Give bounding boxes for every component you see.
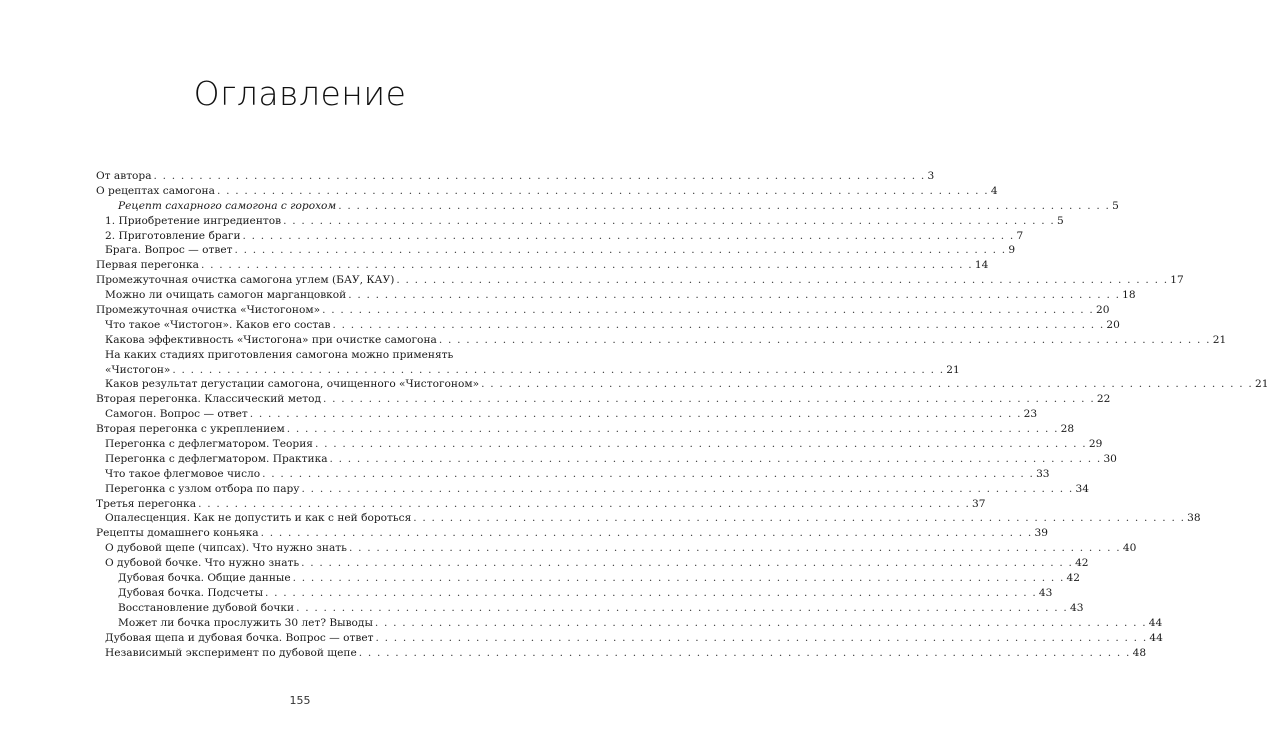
toc-entry-page: 5: [1112, 199, 1119, 212]
toc-entry: [96, 273, 1184, 288]
table-of-contents: [96, 169, 1268, 660]
toc-entry-page: 38: [1187, 512, 1201, 525]
toc-leader-dots: [234, 243, 1006, 258]
toc-entry-page: 34: [1075, 482, 1089, 495]
toc-leader-dots: [301, 556, 1073, 571]
toc-entry-title: Вторая перегонка. Классический метод: [96, 393, 321, 406]
toc-entry: [96, 258, 989, 273]
toc-leader-dots: [359, 646, 1131, 661]
toc-entry-title: Рецепт сахарного самогона с горохом: [118, 199, 337, 212]
toc-entry-title: От автора: [96, 170, 152, 182]
toc-entry: [96, 571, 1081, 586]
toc-entry: [96, 377, 1268, 392]
toc-entry: [96, 229, 1024, 244]
toc-entry-page: 7: [1016, 229, 1024, 242]
toc-leader-dots: [396, 273, 1168, 288]
toc-entry: [96, 511, 1201, 526]
toc-entry-page: 17: [1170, 274, 1184, 287]
toc-entry: [96, 169, 935, 184]
toc-entry: [96, 482, 1089, 497]
toc-entry: [96, 348, 502, 363]
toc-entry-page: 30: [1103, 452, 1117, 465]
toc-leader-dots: [481, 377, 1253, 392]
toc-entry: [96, 243, 1016, 258]
toc-entry-title: На каких стадиях приготовления самогона можно применять: [105, 348, 454, 361]
toc-entry-title: О дубовой щепе (чипсах). Что нужно знать: [105, 542, 347, 555]
toc-entry-title: Самогон. Вопрос — ответ: [105, 408, 248, 421]
toc-entry-title: О дубовой бочке. Что нужно знать: [105, 557, 300, 570]
toc-entry-page: 20: [1096, 304, 1110, 317]
toc-entry: [96, 601, 1084, 616]
toc-entry-title: 1. Приобретение ингредиентов: [105, 214, 282, 227]
toc-entry: [96, 407, 1038, 422]
toc-entry-page: 22: [1096, 393, 1111, 406]
toc-entry-title: Восстановление дубовой бочки: [118, 601, 295, 614]
toc-leader-dots: [198, 497, 970, 512]
toc-entry-page: 44: [1149, 631, 1163, 644]
toc-entry-page: 21: [946, 363, 960, 376]
toc-entry-title: О рецептах самогона: [96, 184, 215, 197]
toc-entry-title: Дубовая щепа и дубовая бочка. Вопрос — ответ: [105, 631, 374, 644]
toc-entry-page: 39: [1034, 527, 1048, 540]
toc-leader-dots: [172, 363, 944, 378]
page-number: 155: [289, 694, 311, 707]
toc-leader-dots: [333, 318, 1105, 333]
toc-entry: [96, 199, 1119, 214]
toc-entry: [96, 363, 960, 378]
toc-entry: [96, 452, 1117, 467]
toc-entry-title: Может ли бочка прослужить 30 лет? Выводы: [118, 616, 373, 629]
toc-leader-dots: [265, 586, 1037, 601]
toc-leader-dots: [293, 571, 1065, 586]
toc-entry-title: Что такое флегмовое число: [105, 467, 261, 480]
toc-entry-page: 3: [927, 170, 935, 182]
toc-entry: [96, 214, 1064, 229]
toc-leader-dots: [287, 422, 1059, 437]
toc-entry: [96, 422, 1075, 437]
toc-leader-dots: [296, 601, 1068, 616]
toc-entry-page: 43: [1070, 601, 1084, 614]
toc-entry-page: 29: [1088, 438, 1103, 451]
toc-entry: [96, 497, 986, 512]
toc-entry: [96, 556, 1089, 571]
toc-entry-title: Промежуточная очистка самогона углем (БАУ, КАУ): [96, 274, 395, 287]
toc-leader-dots: [375, 631, 1147, 646]
toc-entry: [96, 437, 1103, 452]
toc-entry-title: «Чистогон»: [105, 363, 171, 376]
toc-entry-page: 37: [972, 497, 986, 510]
toc-entry-page: 21: [1212, 333, 1227, 346]
page-title: Оглавление: [193, 74, 407, 113]
toc-entry-page: 42: [1066, 572, 1081, 585]
toc-leader-dots: [349, 541, 1121, 556]
toc-entry-title: Брага. Вопрос — ответ: [105, 244, 233, 257]
toc-entry-page: 42: [1075, 557, 1089, 570]
toc-entry-page: 40: [1122, 542, 1137, 555]
toc-entry-page: 20: [1106, 318, 1120, 331]
toc-entry-page: 28: [1060, 423, 1075, 436]
toc-entry-title: Вторая перегонка с укреплением: [96, 423, 285, 436]
toc-entry-title: Что такое «Чистогон». Каков его состав: [105, 318, 331, 331]
toc-leader-dots: [348, 288, 1120, 303]
toc-leader-dots: [283, 214, 1055, 229]
toc-entry: [96, 616, 1163, 631]
toc-entry: [96, 526, 1048, 541]
toc-entry-title: Опалесценция. Как не допустить и как с ней бороться: [105, 512, 412, 525]
toc-entry: [96, 392, 1111, 407]
toc-leader-dots: [243, 229, 1015, 244]
toc-entry-title: Рецепты домашнего коньяка: [96, 527, 259, 540]
toc-entry-page: 43: [1038, 586, 1053, 599]
toc-entry: [96, 333, 1227, 348]
toc-leader-dots: [330, 452, 1102, 467]
toc-leader-dots: [262, 467, 1034, 482]
toc-leader-dots: [323, 392, 1095, 407]
toc-entry-page: 5: [1057, 214, 1064, 227]
toc-entry-title: Перегонка с узлом отбора по пару: [105, 482, 300, 495]
toc-leader-dots: [315, 437, 1087, 452]
toc-entry-page: 23: [1023, 408, 1038, 421]
toc-entry: [96, 288, 1136, 303]
toc-leader-dots: [413, 511, 1185, 526]
toc-entry-title: Независимый эксперимент по дубовой щепе: [105, 646, 357, 659]
toc-entry-page: 18: [1122, 289, 1136, 302]
toc-entry-title: Третья перегонка: [96, 497, 197, 510]
toc-leader-dots: [338, 199, 1110, 214]
toc-leader-dots: [201, 258, 973, 273]
toc-entry-title: Промежуточная очистка «Чистогоном»: [96, 304, 321, 317]
toc-leader-dots: [375, 616, 1147, 631]
toc-entry-page: 48: [1132, 646, 1147, 659]
toc-leader-dots: [217, 184, 989, 199]
toc-entry: [96, 646, 1147, 661]
toc-entry-title: Какова эффективность «Чистогона» при очистке самогона: [105, 333, 437, 346]
toc-entry: [96, 467, 1050, 482]
toc-entry: [96, 303, 1110, 318]
toc-entry-title: Можно ли очищать самогон марганцовкой: [105, 289, 347, 302]
toc-leader-dots: [302, 482, 1074, 497]
toc-entry-page: 21: [1254, 378, 1268, 391]
toc-entry: [96, 318, 1120, 333]
toc-entry-title: Дубовая бочка. Подсчеты: [118, 586, 264, 599]
toc-leader-dots: [439, 333, 1211, 348]
toc-entry-title: Каков результат дегустации самогона, очищенного «Чистогоном»: [105, 378, 480, 391]
toc-entry-page: 44: [1148, 616, 1163, 629]
toc-entry-title: Дубовая бочка. Общие данные: [118, 572, 291, 585]
toc-entry: [96, 184, 998, 199]
toc-leader-dots: [261, 526, 1033, 541]
toc-leader-dots: [250, 407, 1022, 422]
toc-entry-title: Перегонка с дефлегматором. Теория: [105, 438, 313, 451]
toc-entry-title: Перегонка с дефлегматором. Практика: [105, 452, 328, 465]
toc-entry-title: 2. Приготовление браги: [105, 229, 241, 242]
toc-entry: [96, 631, 1163, 646]
toc-entry: [96, 586, 1053, 601]
toc-entry-page: 9: [1008, 244, 1016, 257]
toc-leader-dots: [154, 169, 926, 184]
toc-entry-page: 33: [1036, 467, 1050, 480]
toc-entry-page: 14: [974, 259, 989, 272]
toc-entry-page: 4: [990, 184, 998, 197]
toc-leader-dots: [322, 303, 1094, 318]
toc-entry-title: Первая перегонка: [96, 259, 199, 272]
toc-entry: [96, 541, 1137, 556]
